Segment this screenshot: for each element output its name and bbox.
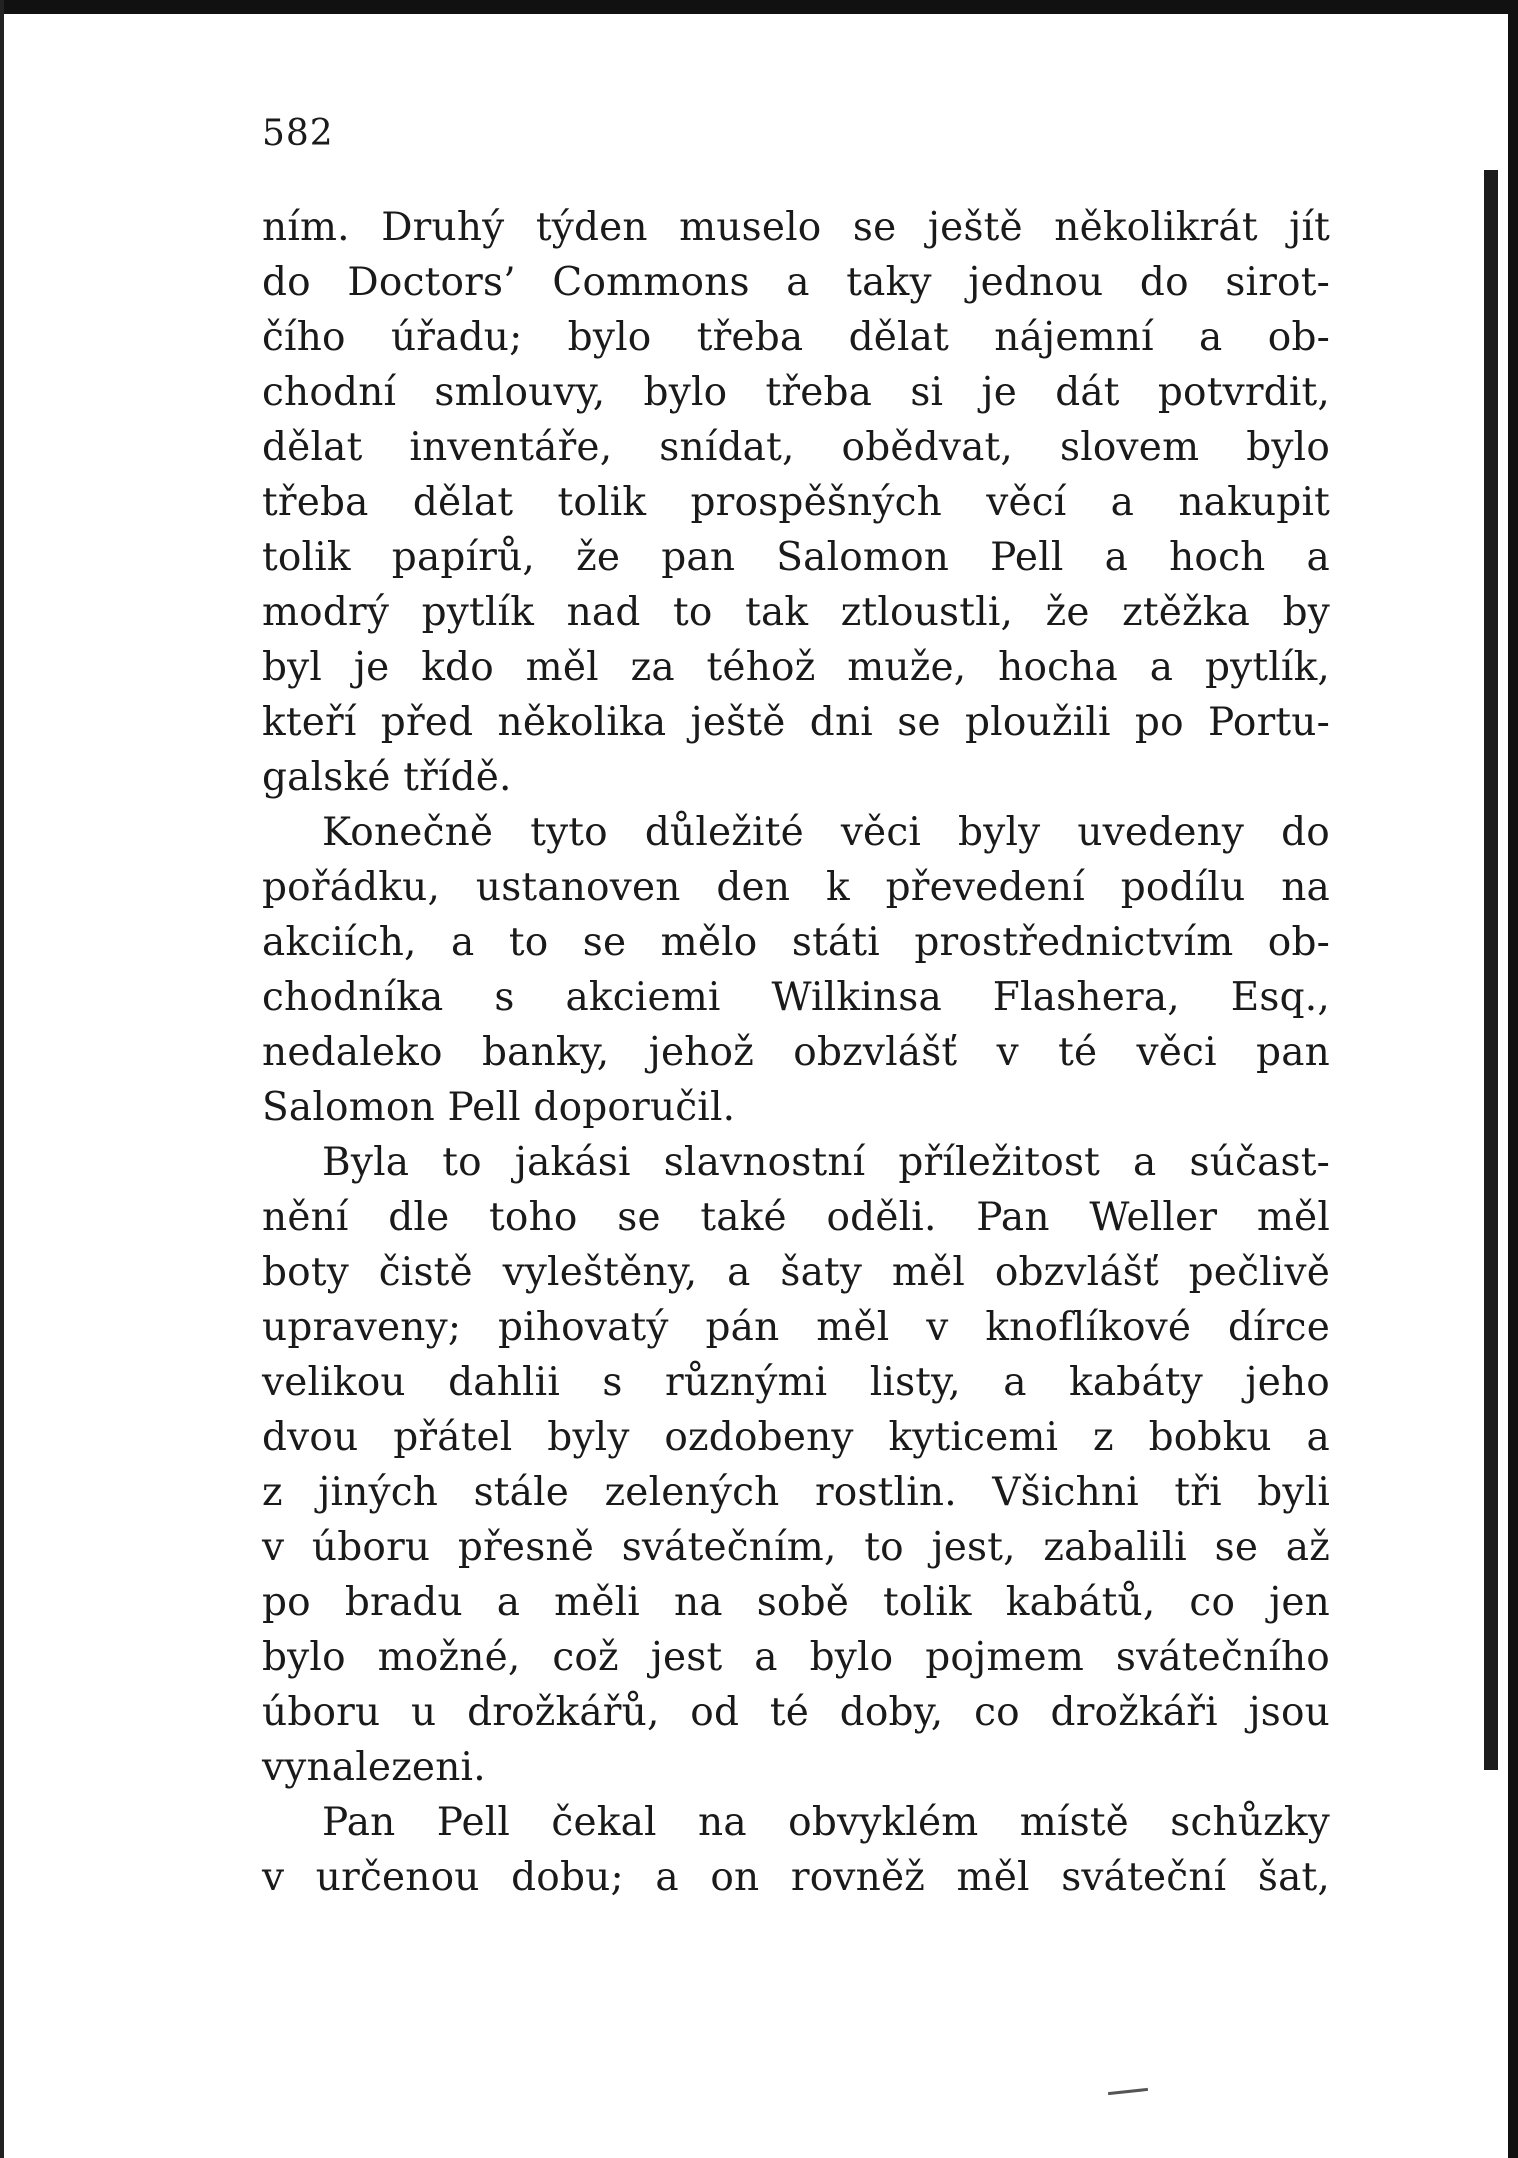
text-line: chodní smlouvy, bylo třeba si je dát potvrdit, <box>262 370 1330 415</box>
text-line: nedaleko banky, jehož obzvlášť v té věci pan <box>262 1030 1330 1075</box>
text-line: upraveny; pihovatý pán měl v knoflíkové dírce <box>262 1305 1330 1350</box>
text-line: z jiných stále zelených rostlin. Všichni tři byli <box>262 1470 1330 1515</box>
text-line: úboru u drožkářů, od té doby, co drožkáři jsou <box>262 1690 1330 1735</box>
text-line: dvou přátel byly ozdobeny kyticemi z bobku a <box>262 1415 1330 1460</box>
text-line: akciích, a to se mělo státi prostřednictvím ob- <box>262 920 1330 965</box>
text-line: galské třídě. <box>262 755 512 800</box>
text-line: velikou dahlii s různými listy, a kabáty jeho <box>262 1360 1330 1405</box>
text-line: Konečně tyto důležité věci byly uvedeny do <box>322 810 1330 855</box>
scan-border-right <box>1508 0 1518 2158</box>
text-line: vynalezeni. <box>262 1745 486 1790</box>
text-line: Pan Pell čekal na obvyklém místě schůzky <box>322 1800 1330 1845</box>
text-line: modrý pytlík nad to tak ztloustli, že ztěžka by <box>262 590 1330 635</box>
text-line: kteří před několika ještě dni se ploužili po Portu- <box>262 700 1330 745</box>
text-line: do Doctors’ Commons a taky jednou do sirot- <box>262 260 1330 305</box>
text-line: byl je kdo měl za téhož muže, hocha a pytlík, <box>262 645 1330 690</box>
page-number: 582 <box>262 113 334 154</box>
body-text <box>262 200 1330 1905</box>
text-line: dělat inventáře, snídat, obědvat, slovem bylo <box>262 425 1330 470</box>
ink-smudge <box>1108 2088 1148 2095</box>
scan-border-top <box>0 0 1518 14</box>
text-line: v úboru přesně svátečním, to jest, zabalili se až <box>262 1525 1330 1570</box>
text-line: Byla to jakási slavnostní příležitost a súčast- <box>322 1140 1330 1185</box>
text-line: pořádku, ustanoven den k převedení podílu na <box>262 865 1330 910</box>
text-line: bylo možné, což jest a bylo pojmem svátečního <box>262 1635 1330 1680</box>
text-line: čího úřadu; bylo třeba dělat nájemní a ob- <box>262 315 1330 360</box>
text-line: Salomon Pell doporučil. <box>262 1085 736 1130</box>
scan-border-left <box>0 0 4 2158</box>
text-line: v určenou dobu; a on rovněž měl sváteční šat, <box>262 1855 1330 1900</box>
text-line: nění dle toho se také oděli. Pan Weller měl <box>262 1195 1330 1240</box>
text-line: třeba dělat tolik prospěšných věcí a nakupit <box>262 480 1330 525</box>
text-line: boty čistě vyleštěny, a šaty měl obzvlášť pečlivě <box>262 1250 1330 1295</box>
scan-shadow-mark <box>1484 170 1498 1770</box>
text-line: ním. Druhý týden muselo se ještě několikrát jít <box>262 205 1330 250</box>
text-line: po bradu a měli na sobě tolik kabátů, co jen <box>262 1580 1330 1625</box>
text-line: chodníka s akciemi Wilkinsa Flashera, Esq., <box>262 975 1330 1020</box>
text-line: tolik papírů, že pan Salomon Pell a hoch a <box>262 535 1330 580</box>
